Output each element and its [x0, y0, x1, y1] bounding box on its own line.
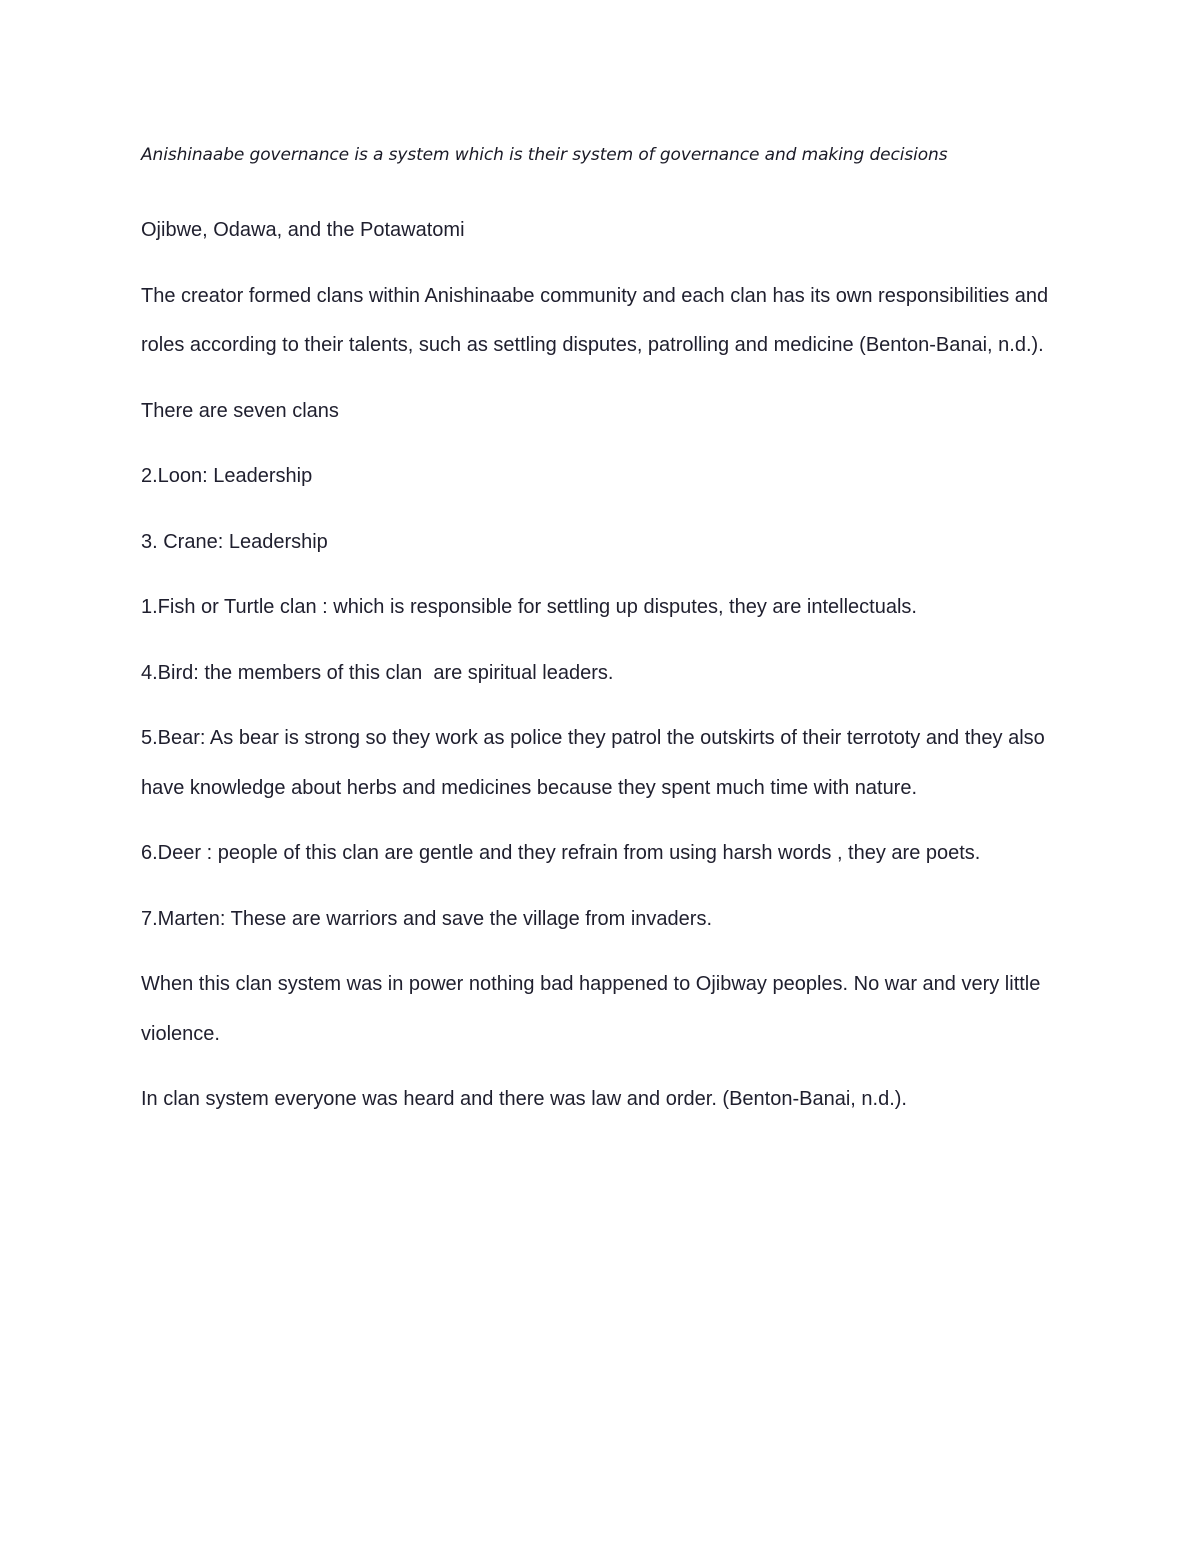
paragraph-nations: Ojibwe, Odawa, and the Potawatomi	[141, 219, 465, 241]
list-item-marten: 7.Marten: These are warriors and save the village from invaders.	[141, 907, 713, 930]
list-item-deer: 6.Deer : people of this clan are gentle and they refrain from using harsh words , they are poets.	[141, 842, 981, 864]
paragraph-clan-power: When this clan system was in power nothing bad happened to Ojibway peoples. No war and very little violence.	[141, 973, 1046, 1045]
document-title: Anishinaabe governance is a system which is their system of governance and making decisions	[141, 145, 948, 165]
list-item-loon: 2.Loon: Leadership	[141, 465, 313, 487]
list-item-bird: 4.Bird: the members of this clan are spiritual leaders.	[141, 661, 614, 684]
paragraph-creator-clans: The creator formed clans within Anishinaabe community and each clan has its own responsibilities and roles according to their talents, such as settling disputes, patrolling and medicine (Benton-Banai, n.d.).	[141, 284, 1054, 356]
list-item-bear: 5.Bear: As bear is strong so they work as police they patrol the outskirts of their terrototy and they also have knowledge about herbs and medicines because they spent much time with nature.	[141, 727, 1051, 799]
paragraph-seven-clans: There are seven clans	[141, 399, 339, 422]
document-body	[141, 140, 1071, 1141]
paragraph-law-order: In clan system everyone was heard and there was law and order. (Benton-Banai, n.d.).	[141, 1088, 907, 1110]
list-item-crane: 3. Crane: Leadership	[141, 530, 328, 553]
list-item-fish-turtle: 1.Fish or Turtle clan : which is responsible for settling up disputes, they are intellectuals.	[141, 596, 917, 618]
